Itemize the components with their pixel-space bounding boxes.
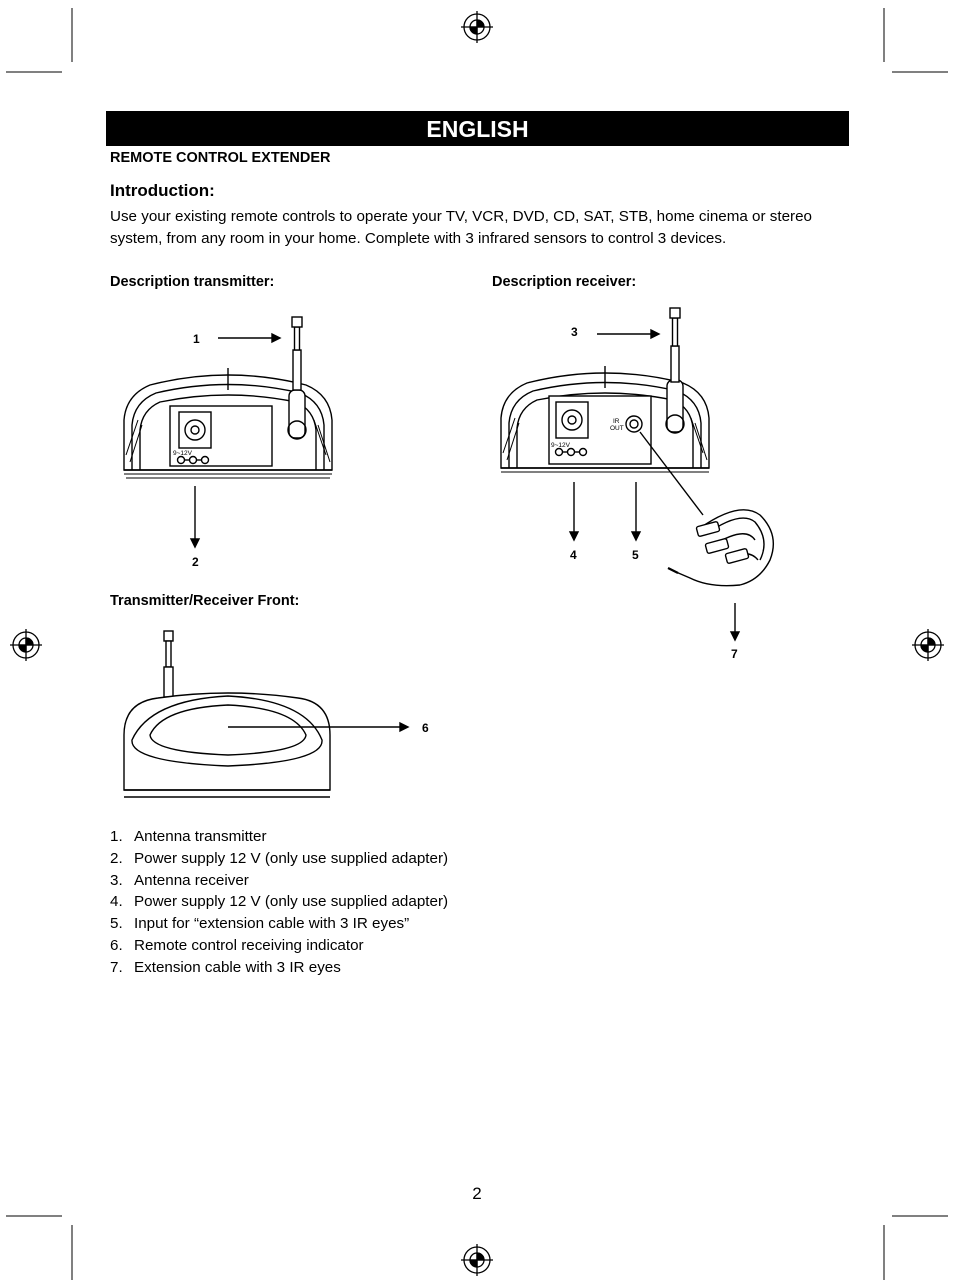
legend-item: 1. Antenna transmitter <box>110 828 267 845</box>
ir-out-label-line1: IR <box>613 418 620 425</box>
transmitter-power-label: 9~12V <box>173 450 192 457</box>
callout-4: 4 <box>570 548 577 562</box>
front-heading: Transmitter/Receiver Front: <box>110 593 300 609</box>
callout-2: 2 <box>192 555 199 569</box>
receiver-power-label: 9~12V <box>551 442 570 449</box>
legend-item: 2. Power supply 12 V (only use supplied adapter) <box>110 849 449 867</box>
callout-3: 3 <box>571 325 578 339</box>
callout-7: 7 <box>731 647 738 661</box>
intro-text: Use your existing remote controls to operate your TV, VCR, DVD, CD, SAT, STB, home cinema or stereo system, from any room in your home. Complete with 3 infrared sensors to control 3 devices. <box>110 208 812 247</box>
component-legend <box>110 826 448 979</box>
ir-out-label-line2: OUT <box>610 425 624 432</box>
callout-5: 5 <box>632 548 639 562</box>
intro-heading: Introduction: <box>110 181 215 200</box>
language-banner: ENGLISH <box>106 111 849 146</box>
legend-item: 3. Antenna receiver <box>110 871 249 889</box>
transmitter-heading: Description transmitter: <box>110 274 275 290</box>
legend-item: 4. Power supply 12 V (only use supplied adapter) <box>110 893 449 911</box>
receiver-heading: Description receiver: <box>492 274 637 290</box>
legend-item: 7. Extension cable with 3 IR eyes <box>110 958 341 976</box>
callout-6: 6 <box>422 721 429 735</box>
legend-item: 6. Remote control receiving indicator <box>110 936 364 954</box>
page-number: 2 <box>472 1184 482 1203</box>
section-title: REMOTE CONTROL EXTENDER <box>110 150 331 166</box>
callout-1: 1 <box>193 332 200 346</box>
legend-item: 5. Input for “extension cable with 3 IR eyes” <box>110 915 410 933</box>
